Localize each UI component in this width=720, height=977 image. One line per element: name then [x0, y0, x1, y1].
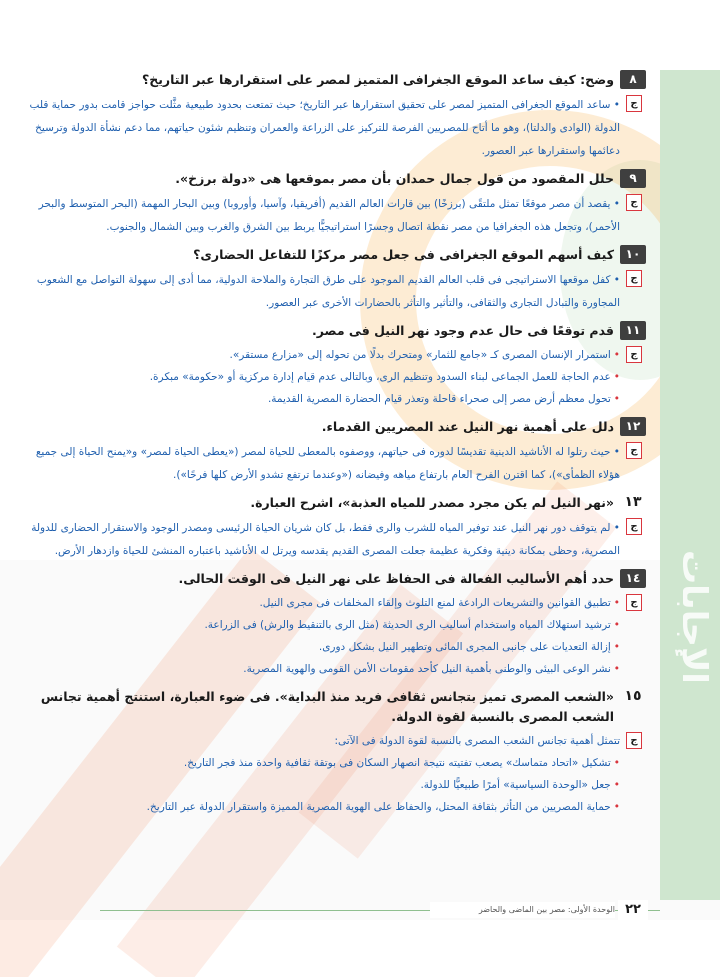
answer-bullet	[22, 752, 620, 774]
bullet-dot-icon: •	[613, 663, 620, 675]
question-block	[22, 569, 646, 680]
question-number: ٩	[620, 169, 646, 188]
question-block	[22, 321, 646, 410]
answer-bullet	[22, 614, 620, 636]
question-text: حدد أهم الأساليب الفعالة فى الحفاظ على نهر النيل فى الوقت الحالى.	[178, 571, 614, 586]
question-block	[22, 493, 646, 562]
answer-mark: ج	[626, 518, 642, 535]
answer-text: • يقصد أن مصر موقعًا تمثل ملتقًى (برزخًا) بين قارات العالم القديم (أفريقيا، وآسيا، وأوروبا) وبين البحار المهمة (البحر المتوسط والبحر الأحمر)، وتجعل هذه الجغرافيا من مصر نقطة اتصال وجسرًا استراتيجيًّا يربط بين الشرق والغرب وبين الشمال والجنوب.	[38, 198, 620, 233]
answer-bullet	[22, 388, 620, 410]
bullet-text: تشكيل «اتحاد متماسك» يصعب تفتيته نتيجة انصهار السكان فى بوتقة ثقافية واحدة منذ فجر التاريخ.	[183, 757, 611, 769]
bullet-dot-icon: •	[613, 597, 620, 609]
bullet-dot-icon: •	[613, 371, 620, 383]
bullet-dot-icon: •	[613, 779, 620, 791]
answer-mark: ج	[626, 346, 642, 363]
answer-text: • لم يتوقف دور نهر النيل عند توفير المياه للشرب والرى فقط، بل كان شريان الحياة الرئيسى ومصدر الوجود والاستقرار الحضارى للدولة المصرية، وحظى بمكانة دينية وفكرية عظيمة جعلت المصرى القديم يقدسه ويرتل له الأناشيد باعتباره المنشئ للحياة وازدهار الأرض.	[31, 522, 620, 557]
question-number: ١٥	[624, 688, 642, 704]
question-text: دلل على أهمية نهر النيل عند المصريين القدماء.	[321, 419, 614, 434]
answer-bullet	[22, 592, 620, 614]
question-block	[22, 687, 646, 818]
question-block	[22, 417, 646, 486]
question-number: ١٠	[620, 245, 646, 264]
answer-bullet	[22, 344, 620, 366]
answer-bullet	[22, 636, 620, 658]
answer-mark: ج	[626, 442, 642, 459]
bullet-text: نشر الوعى البيئى والوطنى بأهمية النيل كأحد مقومات الأمن القومى والهوية المصرية.	[243, 663, 611, 675]
question-text: وضح: كيف ساعد الموقع الجغرافى المتميز لمصر على استقرارها عبر التاريخ؟	[141, 72, 614, 87]
footer-unit-label: الوحدة الأولى: مصر بين الماضى والحاضر	[430, 902, 615, 918]
question-block	[22, 70, 646, 162]
bullet-dot-icon: •	[613, 801, 620, 813]
answer-text: • ساعد الموقع الجغرافى المتميز لمصر على تحقيق استقرارها عبر التاريخ؛ حيث تمتعت بحدود طبيعية مثَّلت حواجز قامت بدور حماية قلب الدولة (الوادى والدلتا)، وهو ما أتاح للمصريين الفرصة للتركيز على الزراعة والعمران وتنظيم شئون حياتهم، مما دعم نشأة الدولة وترسيخ دعائمها واستقرارها عبر العصور.	[29, 99, 620, 157]
bullet-text: عدم الحاجة للعمل الجماعى لبناء السدود وتنظيم الرى، وبالتالى عدم قيام إدارة مركزية أو «حكومة» مبكرة.	[149, 371, 611, 383]
answer-mark: ج	[626, 594, 642, 611]
bullet-text: تحول معظم أرض مصر إلى صحراء قاحلة وتعذر قيام الحضارة المصرية القديمة.	[267, 393, 611, 405]
bullet-dot-icon: •	[613, 641, 620, 653]
page-footer	[0, 898, 720, 922]
bullet-text: جعل «الوحدة السياسية» أمرًا طبيعيًّا للدولة.	[420, 779, 611, 791]
questions-list	[22, 70, 646, 825]
question-text: «نهر النيل لم يكن مجرد مصدر للمياه العذبة»، اشرح العبارة.	[250, 495, 614, 510]
answer-bullet	[22, 658, 620, 680]
answer-bullet	[22, 366, 620, 388]
answer-text: • كفل موقعها الاستراتيجى فى قلب العالم القديم الموجود على طرق التجارة والملاحة الدولية، مما أدى إلى سهولة التواصل مع الشعوب المجاورة والتبادل التجارى والثقافى، والتأثير والتأثر بالحضارات الأخرى عبر العصور.	[36, 274, 620, 309]
question-block	[22, 169, 646, 238]
answer-intro: تتمثل أهمية تجانس الشعب المصرى بالنسبة لقوة الدولة فى الآتى:	[334, 735, 620, 747]
bullet-text: تطبيق القوانين والتشريعات الرادعة لمنع التلوث وإلقاء المخلفات فى مجرى النيل.	[259, 597, 611, 609]
bullet-dot-icon: •	[613, 619, 620, 631]
answer-mark: ج	[626, 732, 642, 749]
question-number: ١١	[620, 321, 646, 340]
side-strip	[660, 70, 720, 900]
question-text: كيف أسهم الموقع الجغرافى فى جعل مصر مركزًا للتفاعل الحضارى؟	[193, 247, 614, 262]
question-text: حلل المقصود من قول جمال حمدان بأن مصر بموقعها هى «دولة برزخ».	[175, 171, 614, 186]
bullet-dot-icon: •	[613, 757, 620, 769]
bullet-text: ترشيد استهلاك المياه واستخدام أساليب الرى الحديثة (مثل الرى بالتنقيط والرش) فى الزراعة.	[204, 619, 611, 631]
question-number: ١٤	[620, 569, 646, 588]
answer-mark: ج	[626, 270, 642, 287]
question-text: «الشعب المصرى تميز بتجانس ثقافى فريد منذ البداية». فى ضوء العبارة، استنتج أهمية تجانس الشعب المصرى بالنسبة لقوة الدولة.	[40, 689, 614, 724]
bullet-dot-icon: •	[613, 393, 620, 405]
answer-mark: ج	[626, 194, 642, 211]
answer-text: • حيث رتلوا له الأناشيد الدينية تقديسًا لدوره فى حياتهم، ووصفوه بالمعطى للحياة لمصر («يعطى الحياة لمصر» و«يمنح الحياة إلى جميع هؤلاء الظمأى»)، كما اقترن الفرح العام بارتفاع مياهه وفيضانه («وعندما ترتفع تشدو الأرض كلها فرحًا»).	[35, 446, 620, 481]
bullet-text: حماية المصريين من التأثر بثقافة المحتل، والحفاظ على الهوية المصرية المميزة واستقرار الدولة عبر التاريخ.	[146, 801, 611, 813]
page-number: ٢٢	[618, 900, 648, 920]
bullet-text: استمرار الإنسان المصرى كـ «جامع للثمار» ومتحرك بدلًا من تحوله إلى «مزارع مستقر».	[229, 349, 611, 361]
question-number: ٨	[620, 70, 646, 89]
answer-mark: ج	[626, 95, 642, 112]
side-strip-label: الإجابات	[674, 550, 714, 684]
bullet-dot-icon: •	[613, 349, 620, 361]
question-number: ١٢	[620, 417, 646, 436]
question-text: قدم توقعًا فى حال عدم وجود نهر النيل فى مصر.	[311, 323, 614, 338]
question-block	[22, 245, 646, 314]
answer-bullet	[22, 796, 620, 818]
answer-bullet	[22, 774, 620, 796]
bullet-text: إزالة التعديات على جانبى المجرى المائى وتطهير النيل بشكل دورى.	[318, 641, 611, 653]
question-number: ١٣	[624, 494, 642, 510]
